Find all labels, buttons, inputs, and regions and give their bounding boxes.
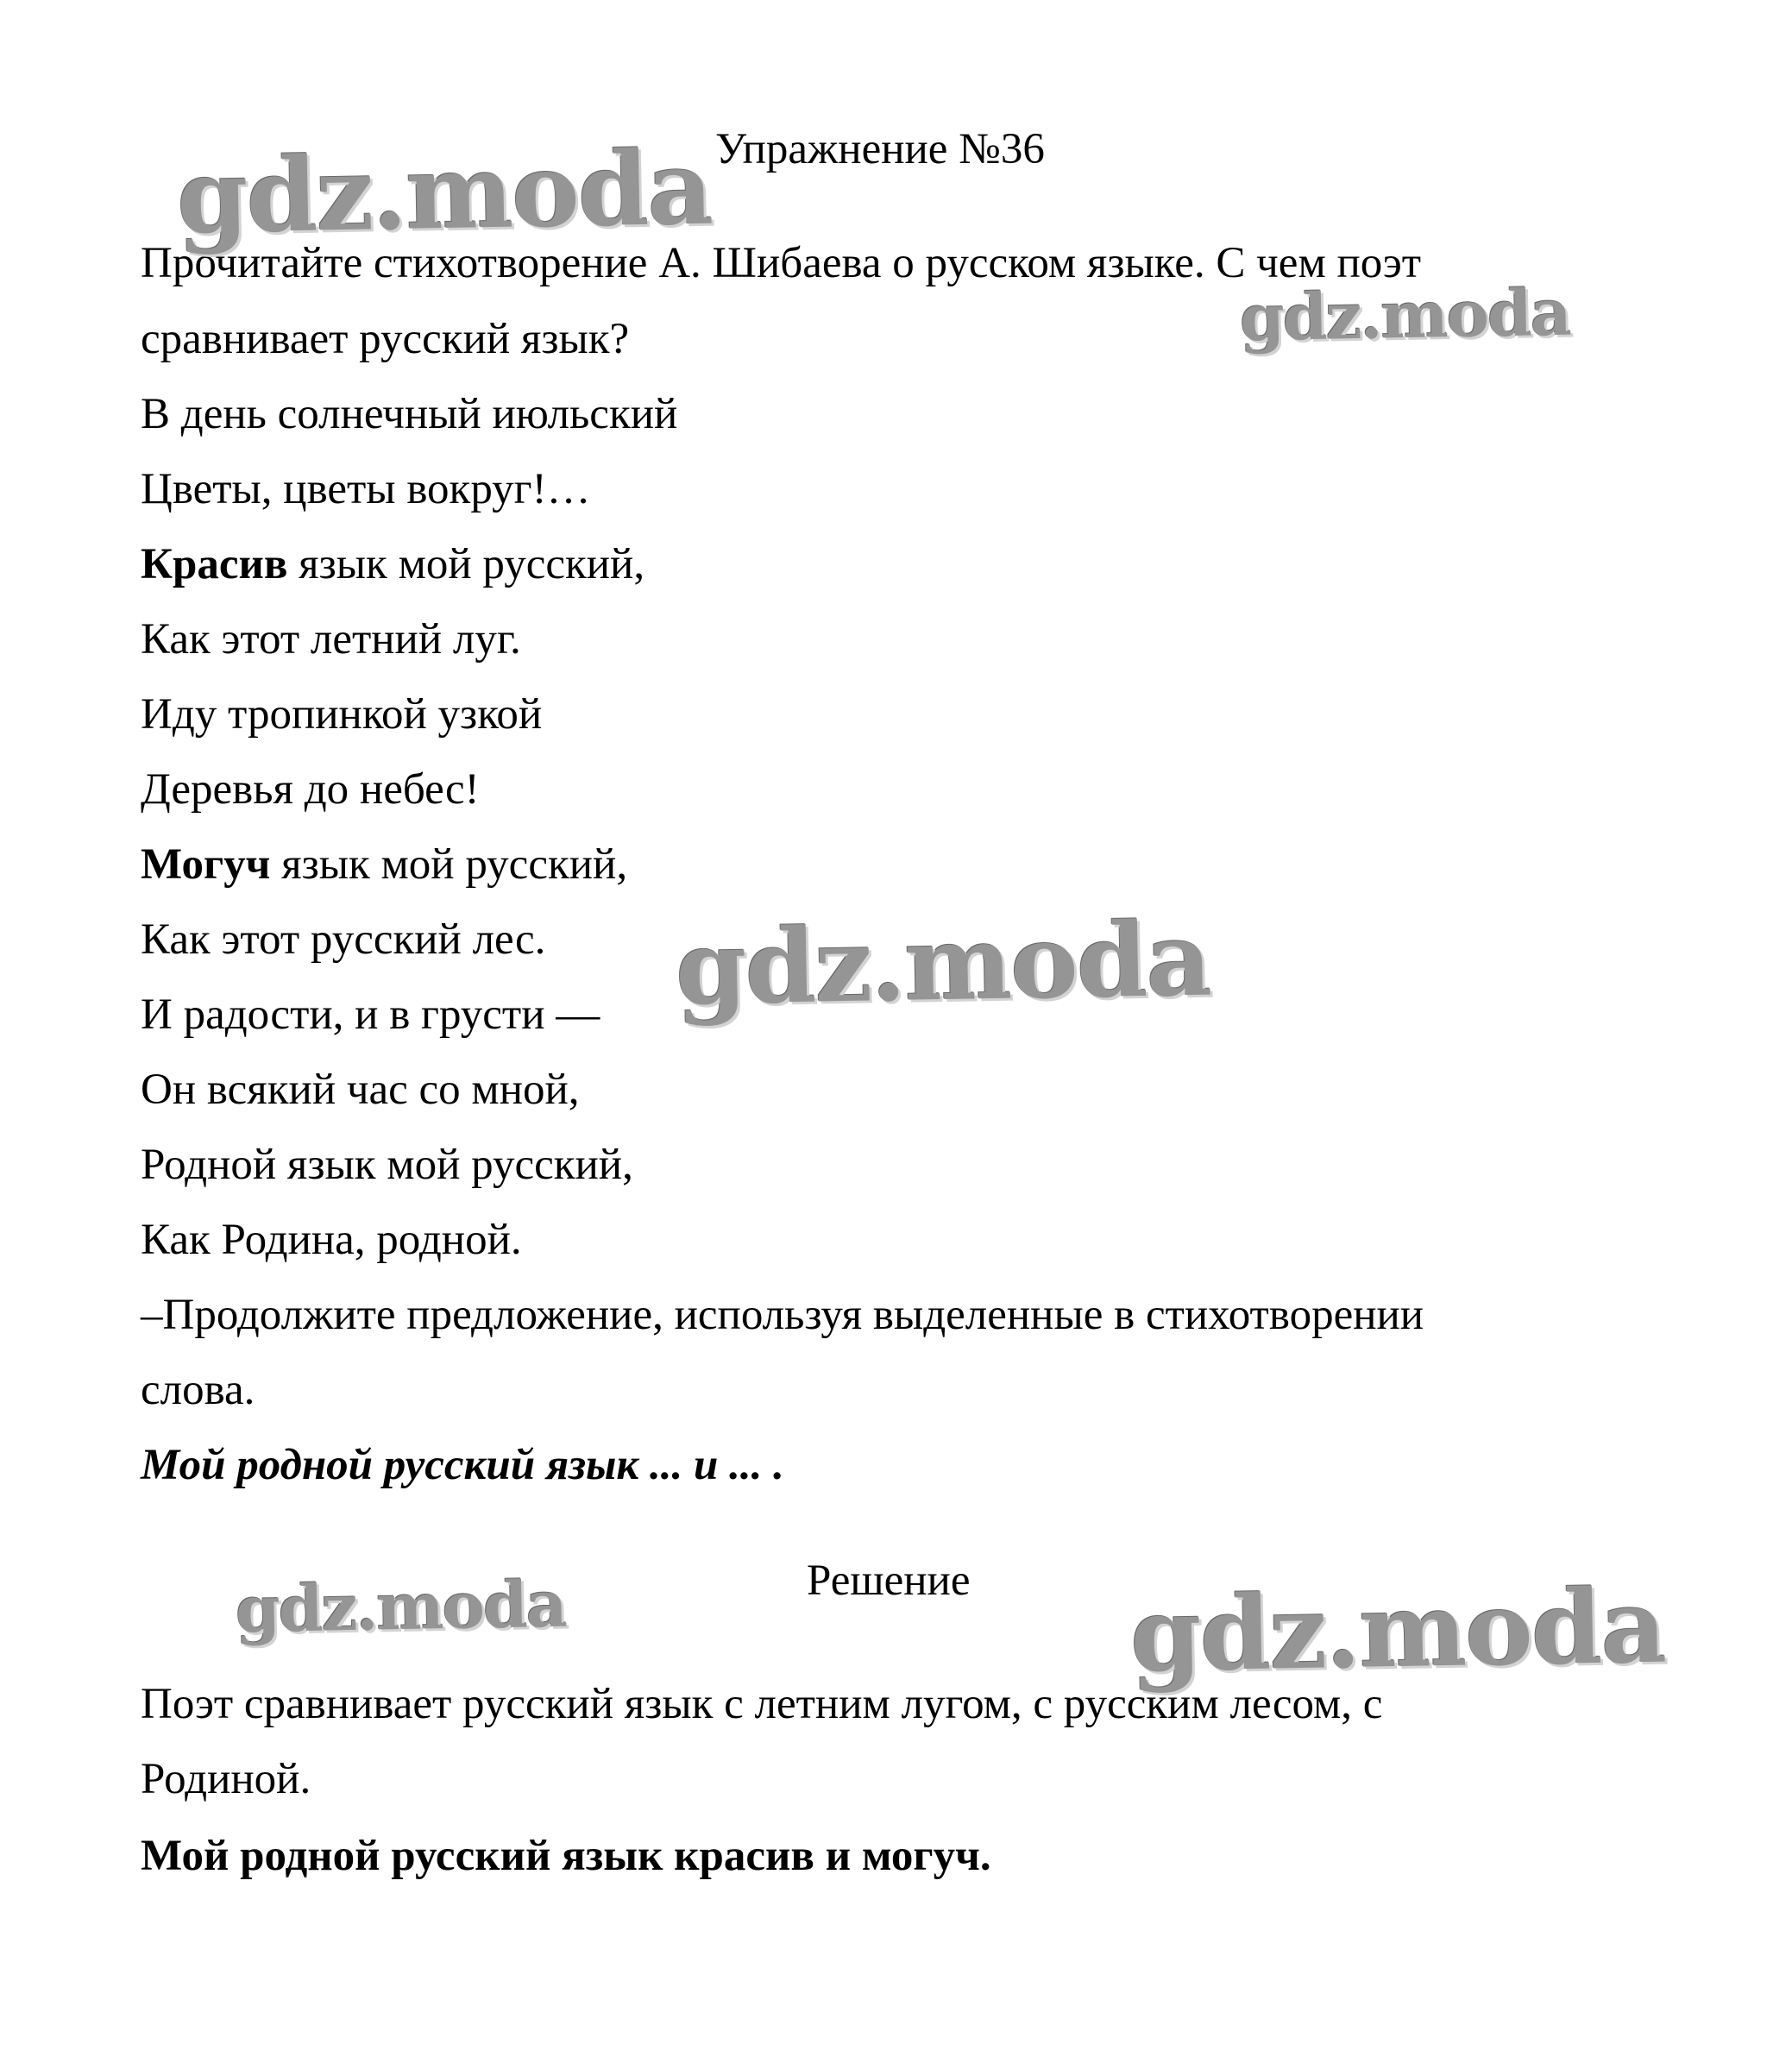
sentence-template: Мой родной русский язык ... и ... .	[141, 1441, 784, 1489]
poem-line-12: Как Родина, родной.	[141, 1216, 522, 1264]
answer-line-2: Родиной.	[141, 1755, 311, 1803]
poem-line-9: И радости, и в грусти —	[141, 991, 600, 1039]
solution-heading: Решение	[807, 1557, 971, 1605]
poem-line-6: Деревья до небес!	[141, 765, 480, 814]
highlighted-word-moguch: Могуч	[141, 840, 271, 889]
answer-bold-sentence: Мой родной русский язык красив и могуч.	[141, 1832, 991, 1880]
watermark-logo: gdz.moda	[1239, 275, 1571, 356]
poem-line-11: Родной язык мой русский,	[141, 1141, 633, 1189]
instruction-line-2: слова.	[141, 1366, 255, 1414]
poem-line-2: Цветы, цветы вокруг!…	[141, 465, 591, 513]
instruction-line-1: –Продолжите предложение, используя выделенные в стихотворении	[141, 1291, 1424, 1339]
poem-line-3-rest: язык мой русский,	[287, 540, 645, 588]
task-question-line-2: сравнивает русский язык?	[141, 315, 630, 363]
answer-line-1: Поэт сравнивает русский язык с летним лугом, с русским лесом, с	[141, 1680, 1383, 1728]
poem-line-5: Иду тропинкой узкой	[141, 690, 543, 739]
highlighted-word-krasiv: Красив	[141, 540, 288, 588]
poem-line-7	[141, 839, 627, 890]
poem-line-8: Как этот русский лес.	[141, 915, 546, 964]
poem-line-3	[141, 538, 644, 590]
watermark-logo: gdz.moda	[674, 898, 1211, 1028]
poem-line-1: В день солнечный июльский	[141, 390, 678, 438]
poem-line-10: Он всякий час со мной,	[141, 1066, 580, 1114]
watermark-logo: gdz.moda	[235, 1567, 567, 1648]
exercise-title: Упражнение №36	[715, 125, 1045, 173]
poem-line-4: Как этот летний луг.	[141, 615, 521, 664]
poem-line-7-rest: язык мой русский,	[270, 840, 628, 889]
task-question-line-1: Прочитайте стихотворение А. Шибаева о русском языке. С чем поэт	[141, 239, 1422, 287]
watermark-logo: gdz.moda	[175, 127, 713, 257]
watermark-logo: gdz.moda	[1129, 1565, 1666, 1695]
